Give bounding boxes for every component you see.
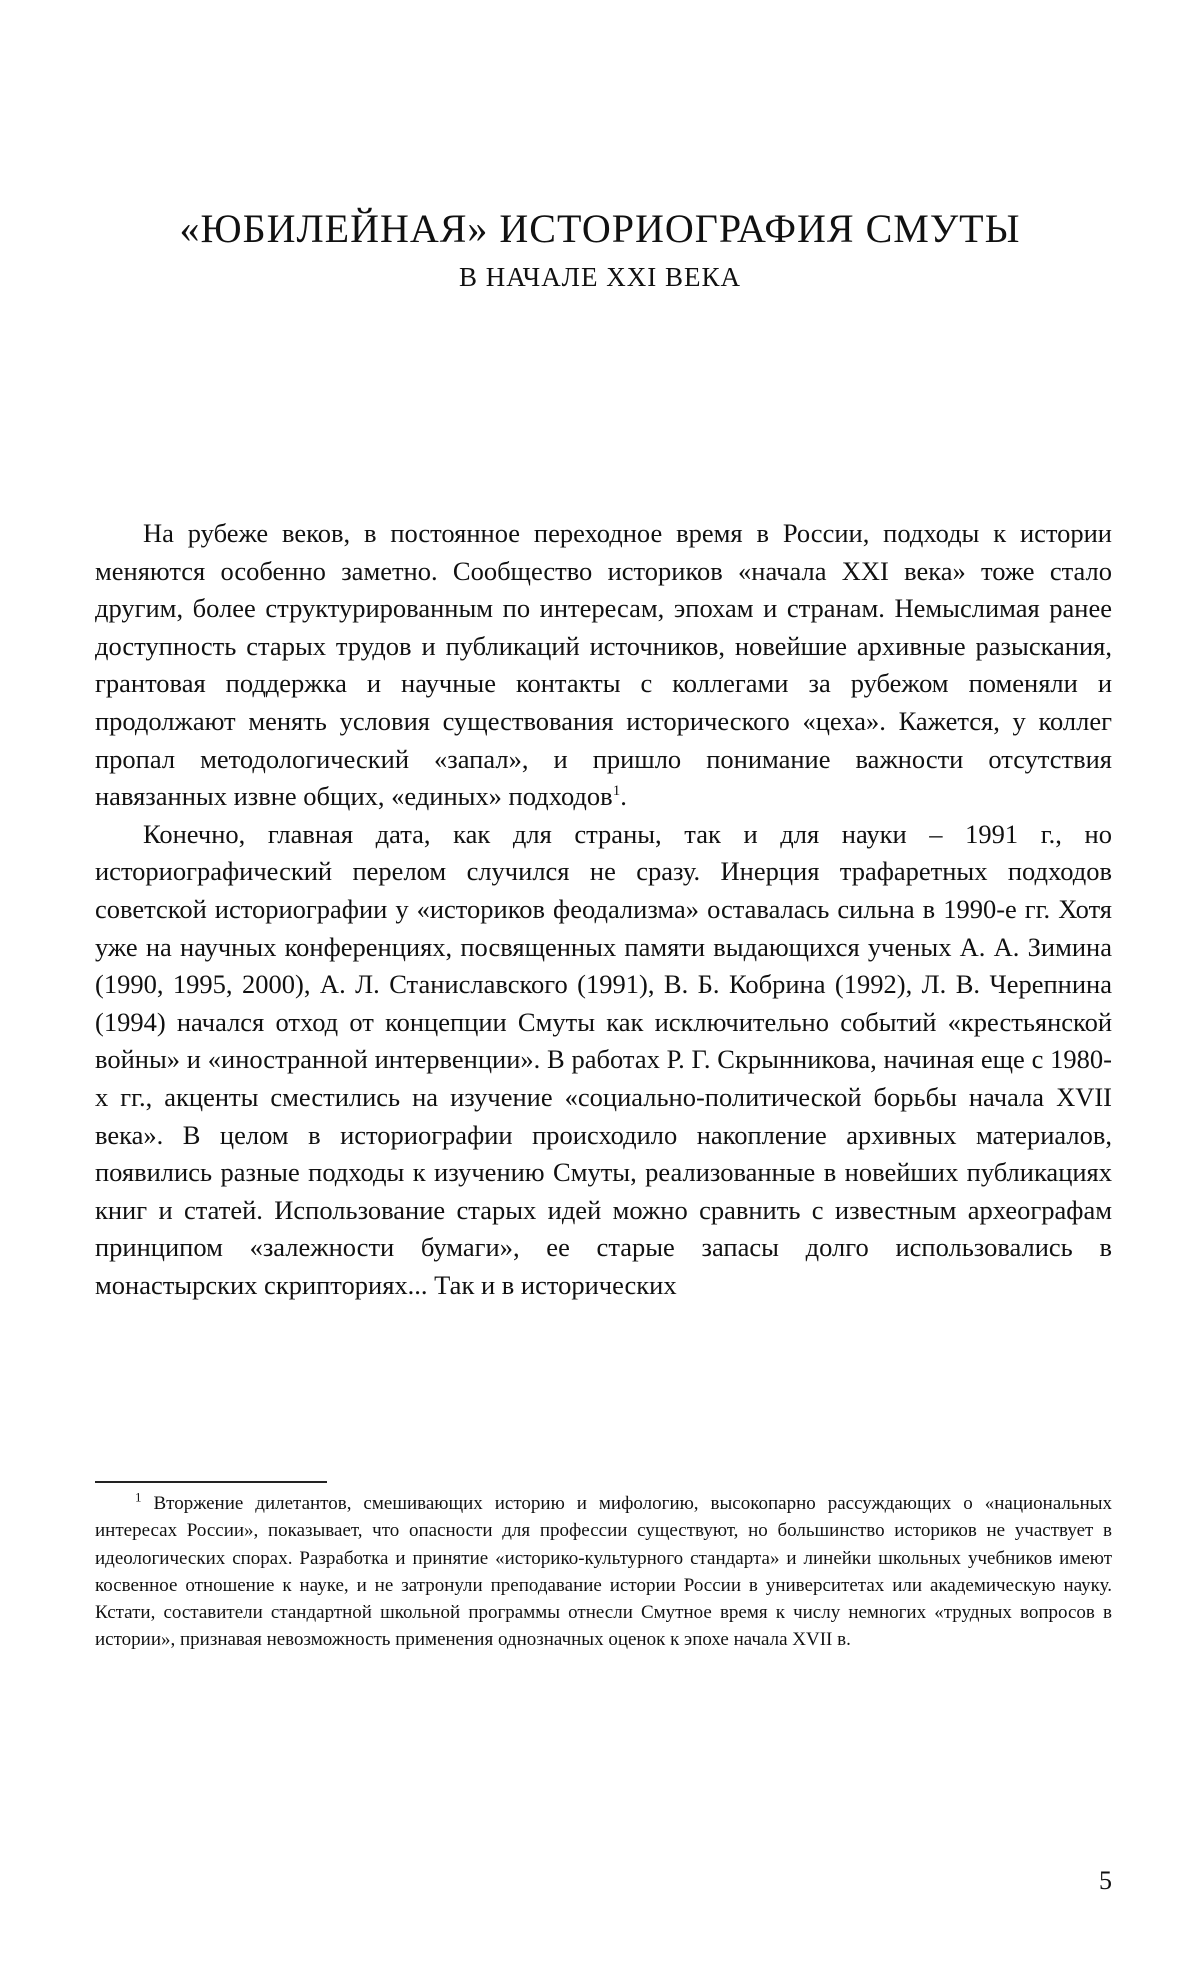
page-number: 5 [1099,1866,1112,1895]
paragraph-1-end: . [620,781,627,812]
paragraph-2-text: Конечно, главная дата, как для страны, так и для науки – 1991 г., но историографический перелом случился не сразу. Инерция трафаретных подходов советской историографии у «историков феодализма» оставалась сильна в 1990-е гг. Хотя уже на научных конференциях, посвященных памяти выдающихся ученых А. А. Зимина (1990, 1995, 2000), А. Л. Станиславского (1991), В. Б. Кобрина (1992), Л. В. Черепнина (1994) начался отход от концепции Смуты как исключительно событий «крестьянской войны» и «иностранной интервенции». В работах Р. Г. Скрынникова, начиная еще с 1980-х гг., акценты сместились на изучение «социально-политической борьбы начала XVII века». В целом в историографии происходило накопление архивных материалов, появились разные подходы к изучению Смуты, реализованные в новейших публикациях книг и статей. Использование старых идей можно сравнить с известным археографам принципом «залежности бумаги», ее старые запасы долго использовались в монастырских скрипториях... Так и в исторических [95,818,1112,1300]
footnote [95,1490,1112,1654]
footnote-text: Вторжение дилетантов, смешивающих историю и мифологию, высокопарно рассуждающих о «национальных интересах России», показывает, что опасности для профессии существуют, но большинство историков не участвует в идеологических спорах. Разработка и принятие «историко-культурного стандарта» и линейки школьных учебников имеют косвенное отношение к науке, и не затронули преподавание истории России в университетах или академическую науку. Кстати, составители стандартной школьной программы отнесли Смутное время к числу немногих «трудных вопросов в истории», признавая невозможность применения однозначных оценок к эпохе начала XVII в. [95,1493,1113,1651]
footnote-number: 1 [135,1489,142,1505]
footnote-reference: 1 [612,783,621,800]
paragraph-1 [95,515,1112,816]
paragraph-2 [95,816,1112,1305]
chapter-title [0,205,1200,295]
chapter-title-main: «ЮБИЛЕЙНАЯ» ИСТОРИОГРАФИЯ СМУТЫ [179,206,1021,251]
footnote-separator [95,1481,327,1483]
chapter-title-subtitle: В НАЧАЛЕ XXI ВЕКА [458,262,741,292]
main-text [95,515,1112,1304]
paragraph-1-text: На рубеже веков, в постоянное переходное время в России, подходы к истории меняются особенно заметно. Сообщество историков «начала XXI века» тоже стало другим, более структурированным по интересам, эпохам и странам. Немыслимая ранее доступность старых трудов и публикаций источников, новейшие архивные разыскания, грантовая поддержка и научные контакты с коллегами за рубежом поменяли и продолжают менять условия существования исторического «цеха». Кажется, у коллег пропал методологический «запал», и пришло понимание важности отсутствия навязанных извне общих, «единых» подходов [95,518,1112,812]
